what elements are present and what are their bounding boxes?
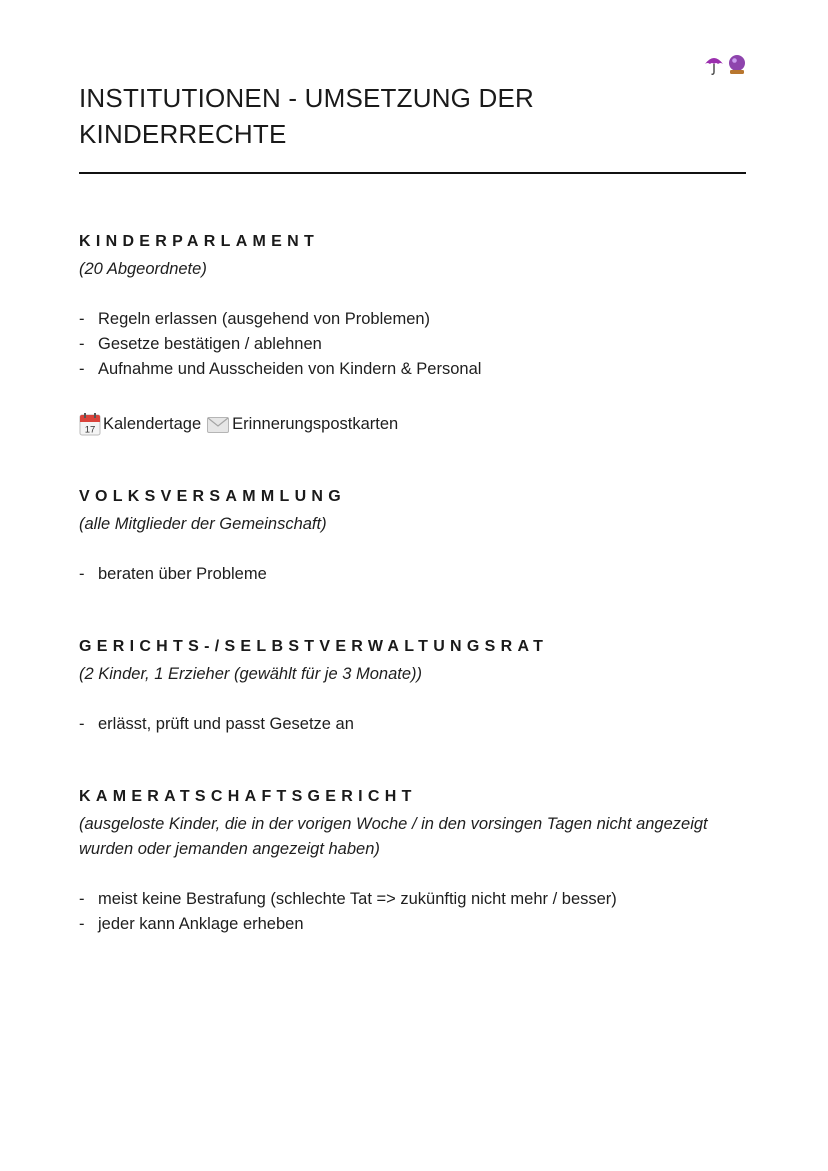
list-item-text: meist keine Bestrafung (schlechte Tat => zukünftig nicht mehr / besser) bbox=[98, 890, 617, 908]
section-heading: KAMERATSCHAFTSGERICHT bbox=[79, 788, 417, 805]
list-item-text: erlässt, prüft und passt Gesetze an bbox=[98, 715, 354, 733]
envelope-icon bbox=[207, 417, 229, 433]
bullet-marker: - bbox=[79, 360, 85, 378]
bullet-marker: - bbox=[79, 715, 85, 733]
section-heading: KINDERPARLAMENT bbox=[79, 233, 320, 250]
bullet-list bbox=[79, 887, 759, 937]
section-heading: GERICHTS-/SELBSTVERWALTUNGSRAT bbox=[79, 638, 549, 655]
bullet-marker: - bbox=[79, 310, 85, 328]
page-title: INSTITUTIONEN - UMSETZUNG DER KINDERRECHTE bbox=[79, 83, 535, 149]
postcard-label: Erinnerungspostkarten bbox=[232, 415, 399, 433]
list-item bbox=[79, 562, 759, 587]
list-item bbox=[79, 357, 759, 382]
umbrella-icon bbox=[704, 54, 724, 76]
reminder-line bbox=[79, 412, 759, 437]
decor-icons bbox=[704, 54, 747, 76]
list-item-text: beraten über Probleme bbox=[98, 565, 267, 583]
bullet-list bbox=[79, 562, 759, 587]
crystal-ball-icon bbox=[727, 54, 747, 76]
list-item bbox=[79, 307, 759, 332]
bullet-marker: - bbox=[79, 915, 85, 933]
list-item bbox=[79, 912, 759, 937]
calendar-icon bbox=[79, 413, 101, 436]
list-item bbox=[79, 887, 759, 912]
list-item-text: Gesetze bestätigen / ablehnen bbox=[98, 335, 322, 353]
section-volksversammlung bbox=[79, 486, 759, 587]
section-kinderparlament bbox=[79, 231, 759, 437]
calendar-day-number: 17 bbox=[84, 424, 96, 436]
list-item-text: Aufnahme und Ausscheiden von Kindern & Personal bbox=[98, 360, 482, 378]
bullet-marker: - bbox=[79, 890, 85, 908]
list-item bbox=[79, 332, 759, 357]
bullet-marker: - bbox=[79, 565, 85, 583]
list-item-text: jeder kann Anklage erheben bbox=[98, 915, 304, 933]
section-subtitle: (alle Mitglieder der Gemeinschaft) bbox=[79, 515, 327, 533]
bullet-marker: - bbox=[79, 335, 85, 353]
section-subtitle: (20 Abgeordnete) bbox=[79, 260, 207, 278]
section-heading: VOLKSVERSAMMLUNG bbox=[79, 488, 347, 505]
section-subtitle: (2 Kinder, 1 Erzieher (gewählt für je 3 Monate)) bbox=[79, 665, 422, 683]
title-divider bbox=[79, 172, 746, 174]
list-item-text: Regeln erlassen (ausgehend von Problemen) bbox=[98, 310, 431, 328]
bullet-list bbox=[79, 712, 759, 737]
calendar-label: Kalendertage bbox=[103, 415, 202, 433]
section-selbstverwaltungsrat bbox=[79, 636, 759, 737]
section-subtitle: (ausgeloste Kinder, die in der vorigen Woche / in den vorsingen Tagen nicht angezeigt wurden oder jemanden angezeigt haben) bbox=[79, 815, 708, 858]
list-item bbox=[79, 712, 759, 737]
bullet-list bbox=[79, 307, 759, 382]
section-kameratschaftsgericht bbox=[79, 786, 759, 937]
